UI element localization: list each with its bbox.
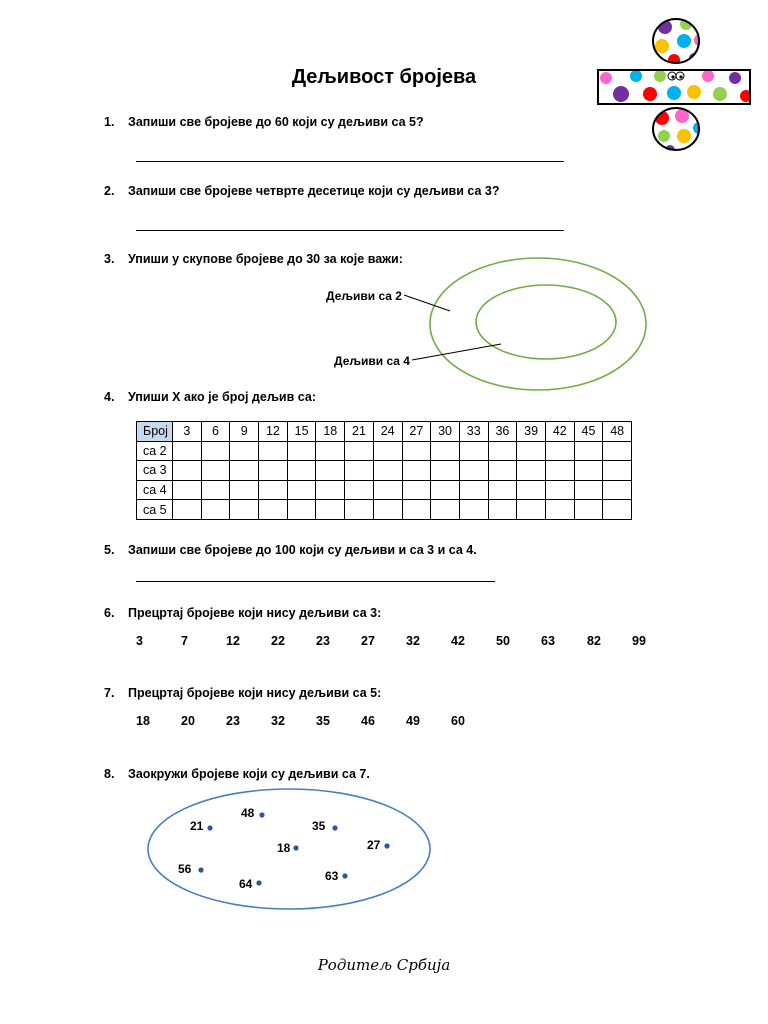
- table-cell[interactable]: [373, 500, 402, 520]
- number-dot[interactable]: [332, 825, 337, 830]
- table-cell[interactable]: [402, 480, 431, 500]
- table-header-cell: 48: [603, 422, 632, 442]
- table-cell[interactable]: [574, 441, 603, 461]
- number-dot[interactable]: [293, 845, 298, 850]
- q6-number[interactable]: 50: [496, 634, 510, 648]
- q8-number[interactable]: 27: [367, 838, 381, 852]
- table-cell[interactable]: [287, 500, 316, 520]
- table-cell[interactable]: [545, 480, 574, 500]
- q6-number[interactable]: 23: [316, 634, 330, 648]
- table-cell[interactable]: [459, 500, 488, 520]
- question-number: 7.: [104, 686, 115, 700]
- table-cell[interactable]: [488, 441, 517, 461]
- table-cell[interactable]: [259, 461, 288, 481]
- table-row-label: са 2: [137, 441, 173, 461]
- table-cell[interactable]: [316, 500, 345, 520]
- table-cell[interactable]: [603, 441, 632, 461]
- q7-number[interactable]: 49: [406, 714, 420, 728]
- q6-number[interactable]: 27: [361, 634, 375, 648]
- venn-outer-set[interactable]: [430, 258, 646, 390]
- answer-line-5[interactable]: [136, 581, 495, 582]
- table-cell[interactable]: [459, 480, 488, 500]
- table-header-cell: 21: [345, 422, 374, 442]
- table-cell[interactable]: [259, 500, 288, 520]
- table-cell[interactable]: [316, 441, 345, 461]
- question-number: 8.: [104, 767, 115, 781]
- q6-number[interactable]: 63: [541, 634, 555, 648]
- table-cell[interactable]: [173, 441, 202, 461]
- table-cell[interactable]: [459, 441, 488, 461]
- table-cell[interactable]: [402, 441, 431, 461]
- table-header-cell: 3: [173, 422, 202, 442]
- table-header-cell: 36: [488, 422, 517, 442]
- table-header-cell: 39: [517, 422, 546, 442]
- q8-number[interactable]: 35: [312, 819, 326, 833]
- table-cell[interactable]: [201, 441, 230, 461]
- question-text: Заокружи бројеве који су дељиви са 7.: [128, 767, 370, 781]
- table-header-cell: 6: [201, 422, 230, 442]
- q8-number[interactable]: 18: [277, 841, 291, 855]
- table-cell[interactable]: [402, 461, 431, 481]
- table-cell[interactable]: [431, 441, 460, 461]
- q7-number[interactable]: 20: [181, 714, 195, 728]
- q6-number[interactable]: 22: [271, 634, 285, 648]
- table-header-cell: 45: [574, 422, 603, 442]
- table-header-cell: 30: [431, 422, 460, 442]
- question-x-mark: X: [172, 390, 181, 404]
- question-text: Запиши све бројеве до 60 који су дељиви са 5?: [128, 115, 424, 129]
- q6-number[interactable]: 42: [451, 634, 465, 648]
- table-cell[interactable]: [431, 500, 460, 520]
- table-cell[interactable]: [603, 480, 632, 500]
- table-cell[interactable]: [488, 500, 517, 520]
- table-cell[interactable]: [230, 480, 259, 500]
- table-cell[interactable]: [259, 441, 288, 461]
- venn-outer-label: Дељиви са 2: [326, 289, 402, 303]
- outer-label-pointer: [404, 295, 450, 311]
- question-text: Упиши у скупове бројеве до 30 за које важи:: [128, 252, 403, 266]
- table-cell[interactable]: [431, 480, 460, 500]
- table-row: [137, 441, 632, 461]
- table-row-label: са 3: [137, 461, 173, 481]
- table-cell[interactable]: [316, 480, 345, 500]
- table-cell[interactable]: [574, 461, 603, 481]
- table-header-cell: 27: [402, 422, 431, 442]
- table-cell[interactable]: [545, 441, 574, 461]
- question-text: Упиши: [128, 390, 173, 404]
- table-cell[interactable]: [373, 461, 402, 481]
- table-header-cell: 33: [459, 422, 488, 442]
- table-cell[interactable]: [345, 500, 374, 520]
- table-cell[interactable]: [402, 500, 431, 520]
- q8-number[interactable]: 64: [239, 877, 253, 891]
- q6-number-list: [0, 634, 768, 652]
- number-dot[interactable]: [198, 867, 203, 872]
- question-text: Прецртај бројеве који нису дељиви са 3:: [128, 606, 382, 620]
- q7-number[interactable]: 60: [451, 714, 465, 728]
- table-cell[interactable]: [345, 441, 374, 461]
- number-dot[interactable]: [207, 825, 212, 830]
- table-row: [137, 480, 632, 500]
- venn-inner-label: Дељиви са 4: [334, 354, 410, 368]
- table-cell[interactable]: [316, 461, 345, 481]
- question-7: [104, 686, 381, 700]
- table-cell[interactable]: [287, 441, 316, 461]
- q7-number[interactable]: 35: [316, 714, 330, 728]
- question-number: 4.: [104, 390, 115, 404]
- table-header-cell: 42: [545, 422, 574, 442]
- page-title: Дељивост бројева: [291, 66, 477, 88]
- q6-number[interactable]: 82: [587, 634, 601, 648]
- table-header-cell: 24: [373, 422, 402, 442]
- signature: Родитељ Србија: [317, 956, 451, 974]
- venn-inner-set[interactable]: [476, 285, 616, 359]
- question-5: [104, 543, 477, 557]
- table-corner-cell: Број: [137, 422, 173, 442]
- table-cell[interactable]: [431, 461, 460, 481]
- table-cell[interactable]: [603, 461, 632, 481]
- table-cell[interactable]: [259, 480, 288, 500]
- q8-number[interactable]: 48: [241, 806, 255, 820]
- table-cell[interactable]: [517, 461, 546, 481]
- q7-number[interactable]: 18: [136, 714, 150, 728]
- question-number: 5.: [104, 543, 115, 557]
- table-cell[interactable]: [574, 500, 603, 520]
- table-cell[interactable]: [603, 500, 632, 520]
- table-cell[interactable]: [373, 480, 402, 500]
- table-cell[interactable]: [574, 480, 603, 500]
- number-dot[interactable]: [384, 843, 389, 848]
- table-row-label: са 5: [137, 500, 173, 520]
- question-6: [104, 606, 381, 620]
- question-8: [104, 767, 370, 781]
- table-cell[interactable]: [201, 461, 230, 481]
- table-row-label: са 4: [137, 480, 173, 500]
- table-cell[interactable]: [287, 480, 316, 500]
- q7-number[interactable]: 46: [361, 714, 375, 728]
- table-cell[interactable]: [488, 480, 517, 500]
- q6-number[interactable]: 3: [136, 634, 143, 648]
- question-text: Прецртај бројеве који нису дељиви са 5:: [128, 686, 382, 700]
- table-cell[interactable]: [345, 480, 374, 500]
- q8-number[interactable]: 21: [190, 819, 204, 833]
- question-number: 6.: [104, 606, 115, 620]
- table-cell[interactable]: [488, 461, 517, 481]
- number-dot[interactable]: [256, 880, 261, 885]
- table-cell[interactable]: [287, 461, 316, 481]
- table-cell[interactable]: [545, 461, 574, 481]
- table-cell[interactable]: [173, 461, 202, 481]
- divisibility-table: [136, 421, 632, 520]
- table-cell[interactable]: [173, 500, 202, 520]
- question-number: 1.: [104, 115, 115, 129]
- table-header-cell: 12: [259, 422, 288, 442]
- table-cell[interactable]: [517, 441, 546, 461]
- table-cell[interactable]: [230, 461, 259, 481]
- question-text: Запиши све бројеве до 100 који су дељиви и са 3 и са 4.: [128, 543, 477, 557]
- table-header-cell: 9: [230, 422, 259, 442]
- question-number: 3.: [104, 252, 115, 266]
- q6-number[interactable]: 7: [181, 634, 188, 648]
- table-cell[interactable]: [459, 461, 488, 481]
- venn-diagram: [0, 0, 768, 400]
- table-header-row: [137, 422, 632, 442]
- table-cell[interactable]: [230, 441, 259, 461]
- question-text-cont: ако је број дељив са:: [180, 390, 316, 404]
- q6-number[interactable]: 99: [632, 634, 646, 648]
- table-cell[interactable]: [345, 461, 374, 481]
- q7-number[interactable]: 32: [271, 714, 285, 728]
- table-cell[interactable]: [201, 480, 230, 500]
- table-cell[interactable]: [517, 480, 546, 500]
- inner-label-pointer: [412, 344, 501, 360]
- q6-number[interactable]: 32: [406, 634, 420, 648]
- q7-number[interactable]: 23: [226, 714, 240, 728]
- table-cell[interactable]: [373, 441, 402, 461]
- table-header-cell: 15: [287, 422, 316, 442]
- question-text: Запиши све бројеве четврте десетице који су дељиви са 3?: [128, 184, 500, 198]
- table-header-cell: 18: [316, 422, 345, 442]
- table-row: [137, 461, 632, 481]
- number-dot[interactable]: [259, 812, 264, 817]
- table-cell[interactable]: [201, 500, 230, 520]
- q6-number[interactable]: 12: [226, 634, 240, 648]
- table-row: [137, 500, 632, 520]
- table-cell[interactable]: [173, 480, 202, 500]
- q8-number[interactable]: 56: [178, 862, 192, 876]
- q8-number[interactable]: 63: [325, 869, 339, 883]
- table-cell[interactable]: [517, 500, 546, 520]
- question-number: 2.: [104, 184, 115, 198]
- table-cell[interactable]: [545, 500, 574, 520]
- q8-number-cloud: [0, 780, 768, 920]
- table-cell[interactable]: [230, 500, 259, 520]
- number-dot[interactable]: [342, 873, 347, 878]
- question-4: [104, 390, 316, 404]
- q7-number-list: [0, 714, 768, 732]
